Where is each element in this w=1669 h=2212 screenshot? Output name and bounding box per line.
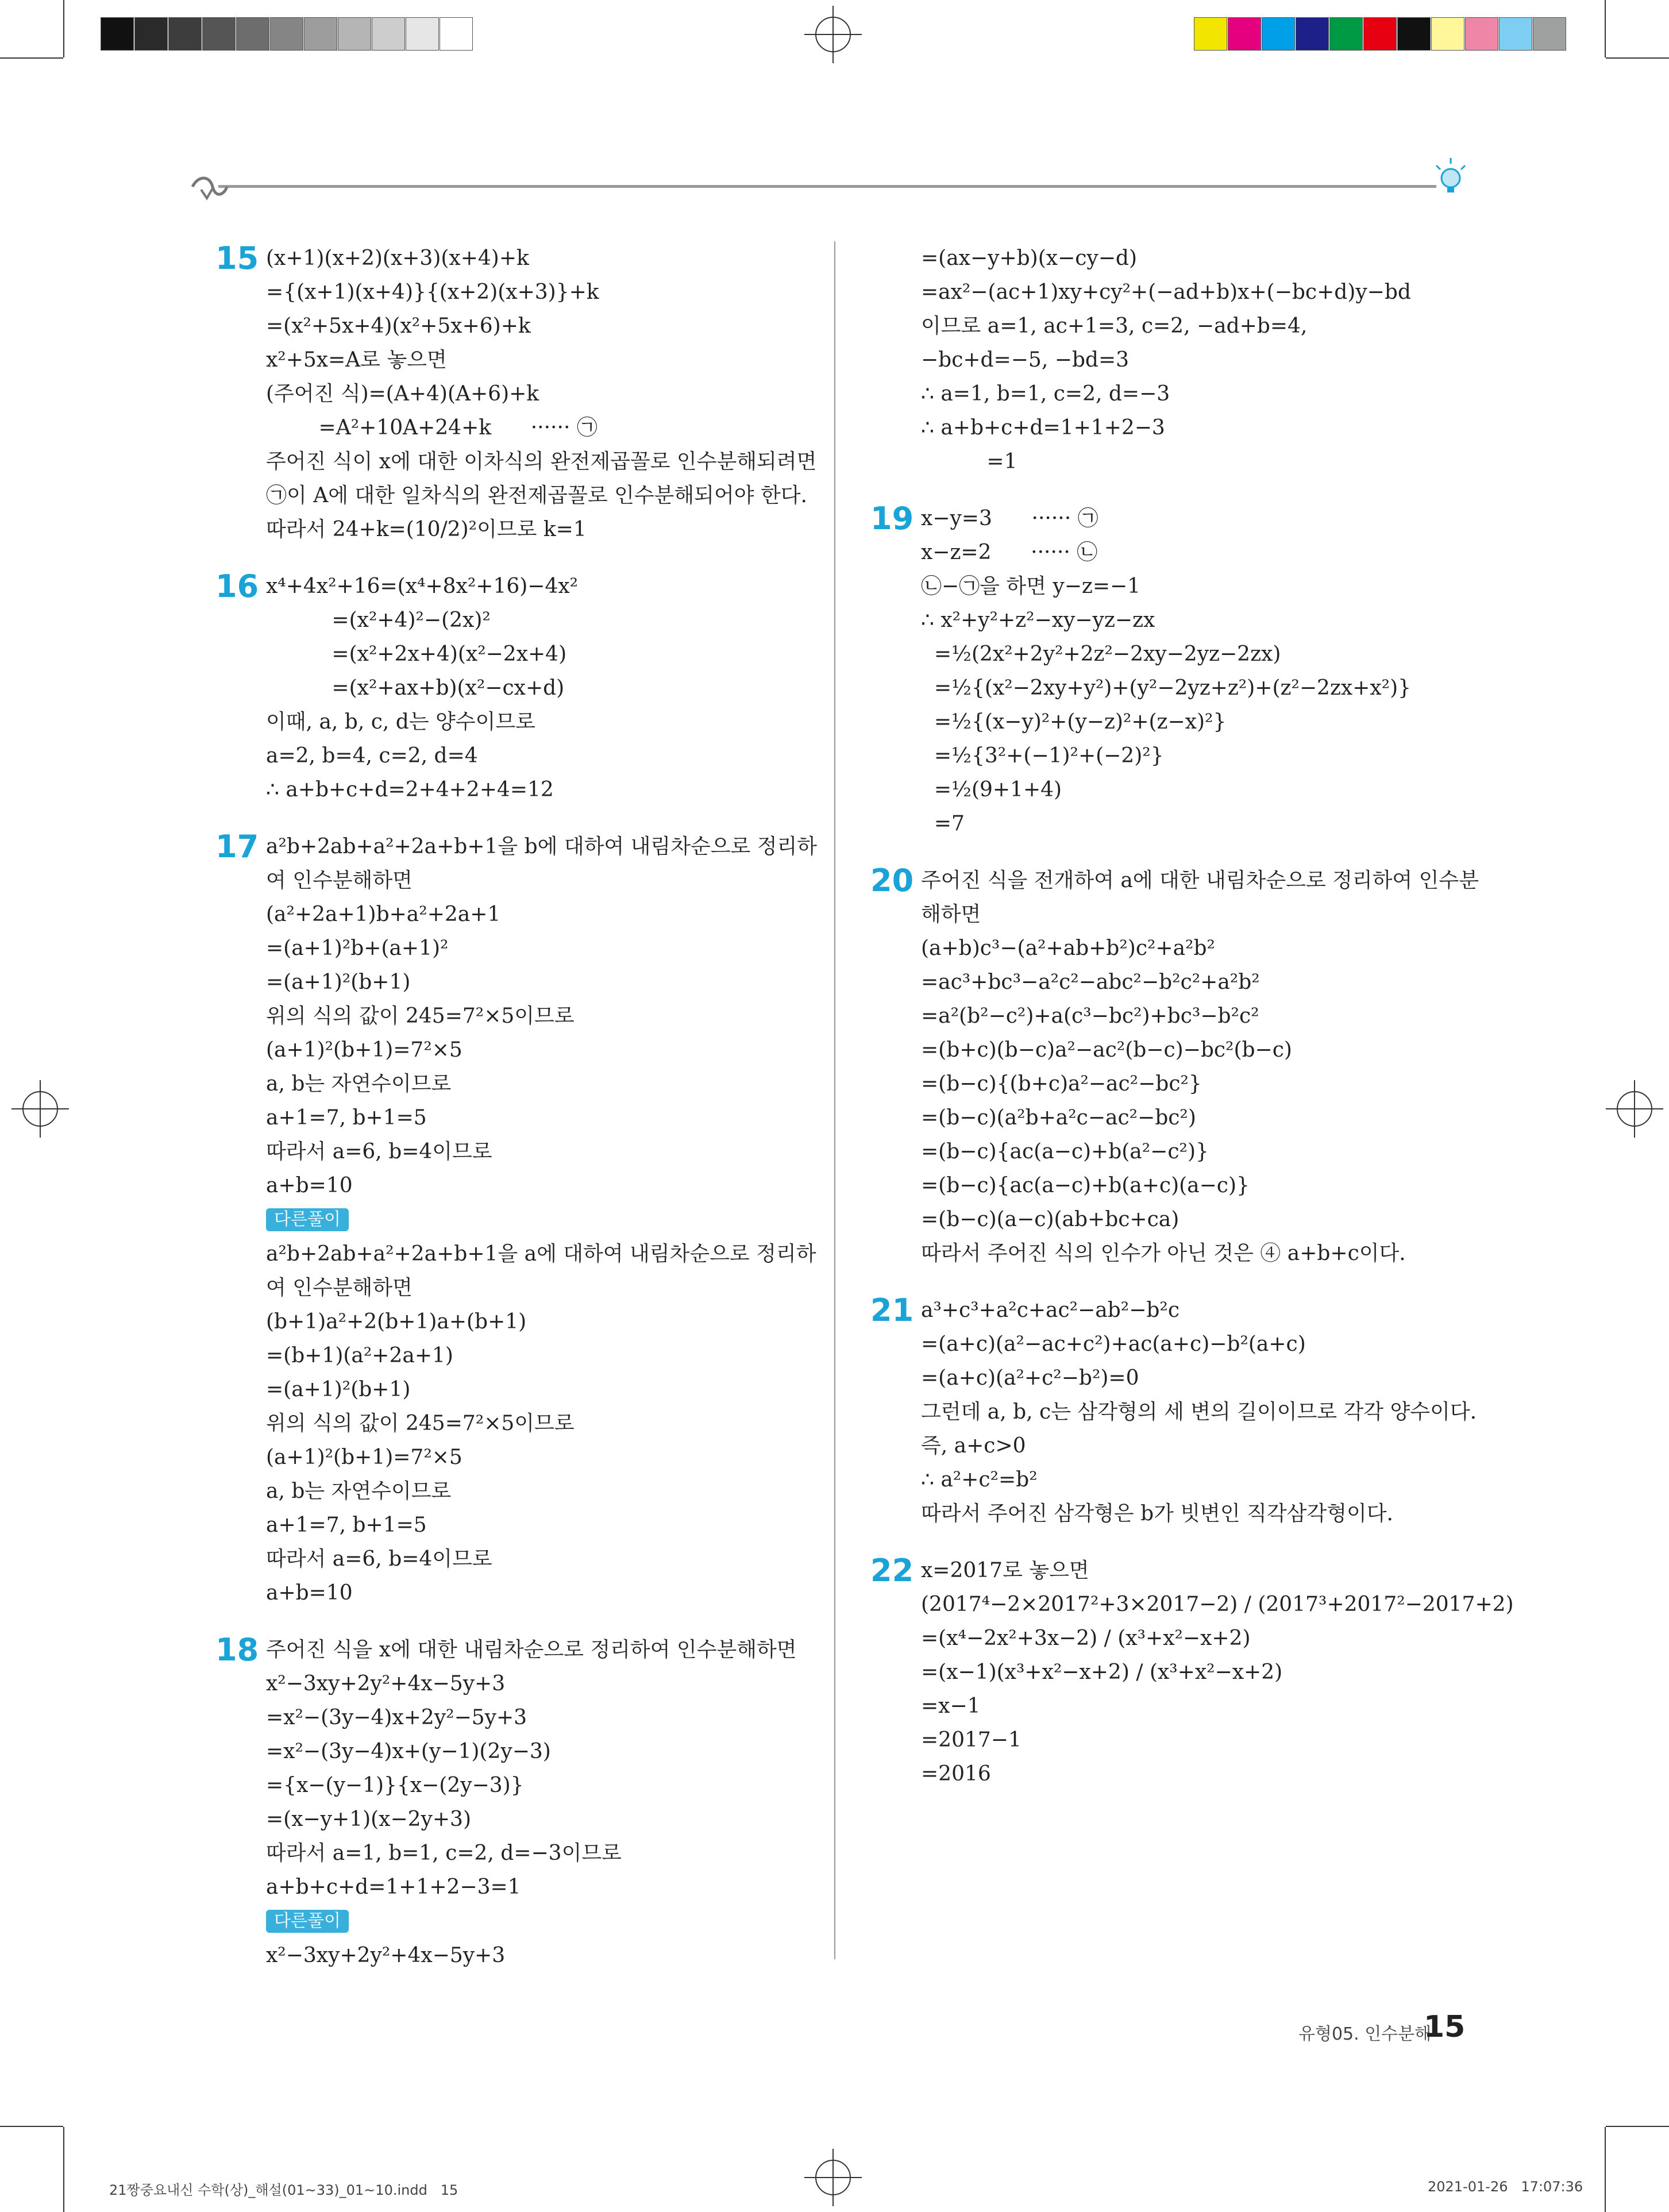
solution-line: 따라서 주어진 삼각형은 b가 빗변인 직각삼각형이다. (921, 1502, 1394, 1525)
color-swatch (1194, 17, 1227, 51)
solution-line: a+1=7, b+1=5 (266, 1106, 427, 1130)
page-number: 15 (1424, 2010, 1466, 2044)
solution-line: (x+1)(x+2)(x+3)(x+4)+k (266, 246, 529, 270)
problem-number: 22 (870, 1552, 914, 1589)
solution-line: (주어진 식)=(A+4)(A+6)+k (266, 382, 539, 406)
color-swatch (1363, 17, 1397, 51)
alternative-solution-badge: 다른풀이 (266, 1208, 349, 1231)
solution-line: a=2, b=4, c=2, d=4 (266, 744, 478, 768)
column-divider (834, 241, 835, 1959)
solution-line: (a²+2a+1)b+a²+2a+1 (266, 903, 501, 926)
problem-17 (215, 828, 818, 1610)
problem-18-continuation (921, 241, 1474, 479)
solution-line: =2017−1 (921, 1728, 1022, 1752)
solution-line: a³+c³+a²c+ac²−ab²−b²c (921, 1298, 1180, 1322)
color-swatch (1262, 17, 1295, 51)
solution-line: =½(9+1+4) (921, 778, 1062, 801)
registration-target-right (1606, 1080, 1663, 1138)
gray-swatch (134, 17, 168, 51)
solution-line: ={x−(y−1)}{x−(2y−3)} (266, 1774, 524, 1797)
gray-swatch (338, 17, 371, 51)
solution-line: =x²−(3y−4)x+(y−1)(2y−3) (266, 1740, 551, 1763)
solution-line: =(b−c){(b+c)a²−ac²−bc²} (921, 1072, 1202, 1096)
solution-line: ㉡−㉠을 하면 y−z=−1 (921, 575, 1141, 598)
solution-line: =(a+1)²b+(a+1)² (266, 937, 449, 960)
solution-line: 따라서 a=6, b=4이므로 (266, 1140, 492, 1163)
solution-line: 이므로 a=1, ac+1=3, c=2, −ad+b=4, (921, 314, 1308, 338)
color-swatch (1296, 17, 1329, 51)
solution-line: 따라서 a=1, b=1, c=2, d=−3이므로 (266, 1841, 622, 1865)
problem-number: 17 (215, 828, 259, 865)
solution-line: =ac³+bc³−a²c²−abc²−b²c²+a²b² (921, 970, 1260, 994)
solution-line: =(x²+4)²−(2x)² (266, 608, 491, 632)
solution-line: =(b−c){ac(a−c)+b(a²−c²)} (921, 1140, 1209, 1163)
header-rule (218, 185, 1436, 188)
solution-line: a, b는 자연수이므로 (266, 1072, 452, 1096)
solution-line: =(x−1)(x³+x²−x+2) / (x³+x²−x+2) (921, 1660, 1283, 1684)
solution-line: =(ax−y+b)(x−cy−d) (921, 246, 1137, 270)
footer-section-label: 유형05. 인수분해 (1298, 2024, 1432, 2044)
solution-line: a+b=10 (266, 1581, 353, 1605)
solution-line: =x²−(3y−4)x+2y²−5y+3 (266, 1706, 527, 1729)
gray-swatch (440, 17, 473, 51)
solution-line: 위의 식의 값이 245=7²×5이므로 (266, 1004, 575, 1028)
problem-20 (870, 862, 1479, 1270)
solution-line: =x−1 (921, 1694, 981, 1718)
solution-line: 주어진 식을 전개하여 a에 대한 내림차순으로 정리하여 인수분 (921, 869, 1479, 892)
solution-line: 따라서 a=6, b=4이므로 (266, 1547, 492, 1571)
color-swatch (1465, 17, 1498, 51)
solution-line: a+1=7, b+1=5 (266, 1513, 427, 1537)
footer-file-info: 21짱중요내신 수학(상)_해설(01~33)_01~10.indd 15 (109, 2182, 458, 2198)
solution-line: 그런데 a, b, c는 삼각형의 세 변의 길이이므로 각각 양수이다. (921, 1400, 1477, 1424)
solution-line: =a²(b²−c²)+a(c³−bc²)+bc³−b²c² (921, 1004, 1259, 1028)
solution-line: (a+1)²(b+1)=7²×5 (266, 1038, 462, 1062)
solution-line: 위의 식의 값이 245=7²×5이므로 (266, 1412, 575, 1435)
problem-number: 16 (215, 568, 259, 604)
right-column (870, 241, 1514, 1814)
solution-line: =(b−c)(a²b+a²c−ac²−bc²) (921, 1106, 1196, 1130)
problem-19 (870, 502, 1474, 841)
gray-swatch (101, 17, 134, 51)
solution-line: 따라서 주어진 식의 인수가 아닌 것은 ④ a+b+c이다. (921, 1242, 1406, 1265)
solution-line: 해하면 (921, 903, 981, 926)
left-column (215, 240, 818, 1995)
problem-22 (870, 1552, 1514, 1791)
problem-number: 19 (870, 500, 914, 537)
solution-line: ={(x+1)(x+4)}{(x+2)(x+3)}+k (266, 280, 599, 304)
solution-line: x²−3xy+2y²+4x−5y+3 (266, 1672, 506, 1695)
solution-line: (a+1)²(b+1)=7²×5 (266, 1446, 462, 1469)
solution-line: =(x²+2x+4)(x²−2x+4) (266, 642, 567, 666)
gray-swatch (202, 17, 236, 51)
solution-line: =(b+1)(a²+2a+1) (266, 1344, 453, 1367)
solution-line: (a+b)c³−(a²+ab+b²)c²+a²b² (921, 937, 1215, 960)
solution-line: a+b=10 (266, 1174, 353, 1197)
solution-line: =(b−c){ac(a−c)+b(a+c)(a−c)} (921, 1174, 1250, 1197)
lightbulb-icon (1431, 155, 1471, 201)
color-swatch (1228, 17, 1261, 51)
color-swatch (1431, 17, 1464, 51)
problem-15 (215, 240, 817, 546)
solution-line: =2016 (921, 1762, 991, 1786)
solution-line: ∴ a²+c²=b² (921, 1468, 1038, 1492)
alternative-solution-badge: 다른풀이 (266, 1910, 349, 1933)
problem-number: 15 (215, 240, 259, 276)
solution-line: ∴ a+b+c+d=1+1+2−3 (921, 416, 1165, 440)
solution-line: a²b+2ab+a²+2a+b+1을 a에 대하여 내림차순으로 정리하 (266, 1242, 816, 1266)
problem-18 (215, 1633, 813, 1972)
solution-line: (2017⁴−2×2017²+3×2017−2) / (2017³+2017²−2017+2) (921, 1593, 1514, 1616)
solution-line: a+b+c+d=1+1+2−3=1 (266, 1875, 521, 1899)
solution-line: x²−3xy+2y²+4x−5y+3 (266, 1944, 506, 1967)
solution-line: x⁴+4x²+16=(x⁴+8x²+16)−4x² (266, 575, 579, 598)
solution-line: x−y=3 ······ ㉠ (921, 507, 1098, 530)
registration-target-bottom (804, 2149, 862, 2206)
solution-line: ∴ a+b+c+d=2+4+2+4=12 (266, 778, 554, 801)
solution-line: 즉, a+c>0 (921, 1434, 1026, 1458)
solution-line: 주어진 식이 x에 대한 이차식의 완전제곱꼴로 인수분해되려면 (266, 450, 817, 473)
solution-line: =½(2x²+2y²+2z²−2xy−2yz−2zx) (921, 642, 1281, 666)
problem-number: 20 (870, 862, 914, 899)
solution-line: 여 인수분해하면 (266, 1276, 413, 1300)
color-swatch (1329, 17, 1363, 51)
solution-line: 따라서 24+k=(10/2)²이므로 k=1 (266, 518, 587, 541)
solution-line: =½{(x²−2xy+y²)+(y²−2yz+z²)+(z²−2zx+x²)} (921, 676, 1412, 700)
solution-line: 주어진 식을 x에 대한 내림차순으로 정리하여 인수분해하면 (266, 1638, 797, 1662)
color-swatch (1533, 17, 1566, 51)
registration-target-top (804, 6, 862, 63)
gray-swatch (270, 17, 303, 51)
solution-line: =(a+c)(a²−ac+c²)+ac(a+c)−b²(a+c) (921, 1332, 1306, 1356)
color-swatch (1397, 17, 1431, 51)
solution-line: =(x²+ax+b)(x²−cx+d) (266, 676, 565, 700)
solution-line: =A²+10A+24+k ······ ㉠ (266, 416, 598, 440)
footer-timestamp: 2021-01-26 17:07:36 (1428, 2179, 1583, 2195)
gray-swatch (406, 17, 439, 51)
solution-line: (b+1)a²+2(b+1)a+(b+1) (266, 1310, 527, 1334)
gray-swatch (372, 17, 405, 51)
solution-line: =1 (921, 450, 1017, 473)
color-swatch (1499, 17, 1532, 51)
gray-swatch (236, 17, 269, 51)
problem-16 (215, 569, 813, 807)
solution-line: =(a+1)²(b+1) (266, 970, 411, 994)
solution-line: x=2017로 놓으면 (921, 1559, 1089, 1582)
solution-line: 이때, a, b, c, d는 양수이므로 (266, 710, 535, 734)
solution-line: =(a+c)(a²+c²−b²)=0 (921, 1366, 1139, 1390)
problem-number: 21 (870, 1292, 914, 1328)
solution-line: =(b−c)(a−c)(ab+bc+ca) (921, 1208, 1180, 1231)
solution-line: =(x−y+1)(x−2y+3) (266, 1808, 471, 1831)
registration-target-left (11, 1080, 80, 1138)
solution-line: =(b+c)(b−c)a²−ac²(b−c)−bc²(b−c) (921, 1038, 1292, 1062)
solution-line: =(x²+5x+4)(x²+5x+6)+k (266, 314, 531, 338)
solution-line: ∴ a=1, b=1, c=2, d=−3 (921, 382, 1170, 406)
problem-21 (870, 1292, 1477, 1531)
gray-swatch (304, 17, 337, 51)
solution-line: =ax²−(ac+1)xy+cy²+(−ad+b)x+(−bc+d)y−bd (921, 280, 1411, 304)
solution-line: =7 (921, 812, 965, 835)
solution-line: =(x⁴−2x²+3x−2) / (x³+x²−x+2) (921, 1627, 1251, 1650)
solution-line: ∴ x²+y²+z²−xy−yz−zx (921, 608, 1155, 632)
solution-line: −bc+d=−5, −bd=3 (921, 348, 1130, 372)
solution-line: x²+5x=A로 놓으면 (266, 348, 447, 372)
solution-line: =(a+1)²(b+1) (266, 1378, 411, 1401)
solution-line: 여 인수분해하면 (266, 869, 413, 892)
solution-line: a²b+2ab+a²+2a+b+1을 b에 대하여 내림차순으로 정리하 (266, 835, 818, 858)
problem-number: 18 (215, 1632, 259, 1668)
solution-line: =½{(x−y)²+(y−z)²+(z−x)²} (921, 710, 1227, 734)
solution-line: x−z=2 ······ ㉡ (921, 541, 1098, 564)
solution-line: =½{3²+(−1)²+(−2)²} (921, 744, 1164, 768)
solution-line: a, b는 자연수이므로 (266, 1479, 452, 1503)
solution-line: ㉠이 A에 대한 일차식의 완전제곱꼴로 인수분해되어야 한다. (266, 484, 807, 507)
gray-swatch (168, 17, 202, 51)
ribbon-icon (190, 172, 230, 201)
